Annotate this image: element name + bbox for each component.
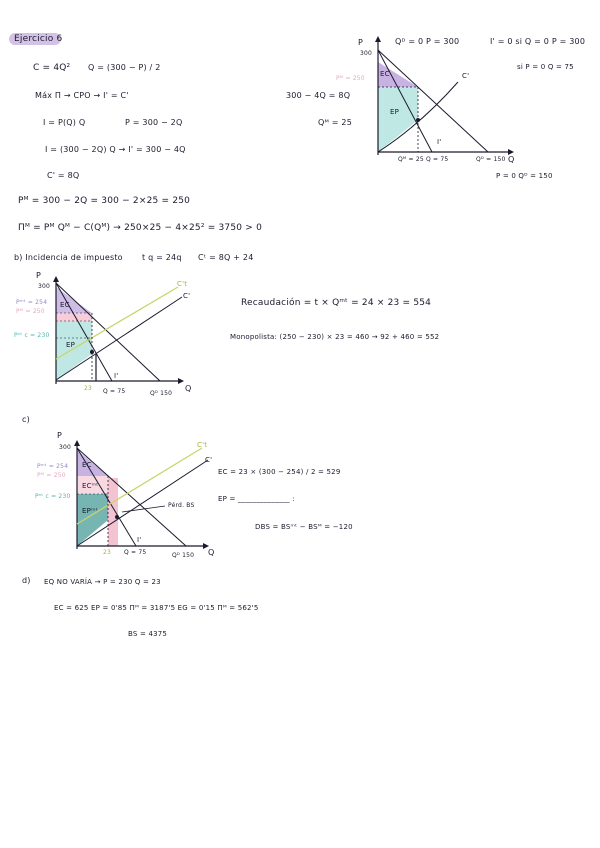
g2-q23: 23 bbox=[84, 385, 93, 392]
g1-q-axis: Q bbox=[508, 155, 515, 164]
g2-q-axis: Q bbox=[185, 384, 192, 393]
cost-function: C = 4Q² bbox=[33, 63, 71, 73]
g3-pm: Pᴹ = 250 bbox=[37, 472, 66, 479]
part-c-heading: c) bbox=[22, 415, 30, 424]
demand-function: Q = (300 − P) / 2 bbox=[88, 63, 161, 72]
exercise-title: Ejercicio 6 bbox=[14, 34, 63, 44]
g2-q75: Q = 75 bbox=[103, 388, 126, 395]
inverse-demand: P = 300 − 2Q bbox=[125, 118, 183, 127]
g3-ct: C't bbox=[197, 441, 208, 449]
g2-pm: Pᴹ = 250 bbox=[16, 308, 45, 315]
qm-result: Qᴹ = 25 bbox=[318, 118, 353, 127]
g3-q-axis: Q bbox=[208, 548, 215, 557]
g2-cprime: C' bbox=[183, 292, 191, 300]
g3-loss: Pérd. BS bbox=[168, 502, 195, 509]
g2-pmt: Pᵐᵗ = 254 bbox=[16, 299, 48, 306]
g3-q75: Q = 75 bbox=[124, 549, 147, 556]
g1-imr0: I' = 0 si Q = 0 P = 300 bbox=[490, 37, 586, 46]
g1-q75: Q = 75 bbox=[426, 156, 449, 163]
equilibrium-eq: 300 − 4Q = 8Q bbox=[286, 91, 351, 100]
part-b-revenue: Recaudación = t × Qᵐᵗ = 24 × 23 = 554 bbox=[241, 298, 432, 308]
part-c-dbs: DBS = BSᵐᵗ − BSᴹ = −120 bbox=[255, 523, 353, 531]
g3-cprime: C' bbox=[205, 456, 213, 464]
part-d-line1: EQ NO VARÍA → P = 230 Q = 23 bbox=[44, 578, 161, 586]
g3-p300: 300 bbox=[59, 444, 72, 451]
part-b-ct: Cᵗ = 8Q + 24 bbox=[198, 253, 254, 262]
g3-q23: 23 bbox=[103, 549, 112, 556]
g2-p-axis: P bbox=[36, 271, 42, 280]
g3-pmt: Pᵐᵗ = 254 bbox=[37, 463, 69, 470]
g3-pnt: Pⁿᵗ c = 230 bbox=[35, 493, 71, 500]
g2-ec: EC bbox=[60, 301, 70, 309]
pm-result: Pᴹ = 300 − 2Q = 300 − 2×25 = 250 bbox=[18, 196, 191, 206]
part-c-ec: EC = 23 × (300 − 254) / 2 = 529 bbox=[218, 468, 341, 476]
g3-qd150: Qᴰ 150 bbox=[172, 552, 195, 559]
g2-ep: EP bbox=[66, 341, 76, 349]
g2-qd150: Qᴰ 150 bbox=[150, 390, 173, 397]
max-condition: Máx Π → CPO → I' = C' bbox=[35, 91, 129, 100]
g2-p300: 300 bbox=[38, 283, 51, 290]
profit-result: Πᴹ = Pᴹ Qᴹ − C(Qᴹ) → 250×25 − 4×25² = 3750 > 0 bbox=[18, 223, 262, 233]
part-b-tax: t q = 24q bbox=[142, 253, 182, 262]
part-d-heading: d) bbox=[22, 576, 31, 585]
g1-qm: Qᴹ = 25 bbox=[398, 156, 424, 163]
ingreso-sub: I = (300 − 2Q) Q → I' = 300 − 4Q bbox=[45, 145, 186, 154]
g3-ecmt: ECᵐᵗ bbox=[82, 482, 99, 490]
g1-cprime: C' bbox=[462, 72, 470, 80]
part-d-line3: BS = 4375 bbox=[128, 630, 168, 638]
g2-pnt: Pⁿᵗ c = 230 bbox=[14, 332, 50, 339]
part-c-ep: EP = ______________ : bbox=[218, 495, 295, 503]
g1-p0: P = 0 Qᴰ = 150 bbox=[496, 172, 553, 180]
g2-ct: C't bbox=[177, 280, 188, 288]
g1-ec: EC bbox=[380, 70, 390, 78]
part-b-heading: b) Incidencia de impuesto bbox=[14, 253, 123, 262]
g3-iprime: I' bbox=[137, 536, 142, 544]
g1-p-axis: P bbox=[358, 38, 364, 47]
g2-iprime: I' bbox=[114, 372, 119, 380]
g1-ip0: si P = 0 Q = 75 bbox=[517, 63, 574, 71]
g1-iprime: I' bbox=[437, 138, 442, 146]
g3-epmt: EPᵐᵗ bbox=[82, 507, 98, 515]
g1-p300: 300 bbox=[360, 50, 373, 57]
g1-qd0: Qᴰ = 0 P = 300 bbox=[395, 37, 460, 46]
part-d-line2: EC = 625 EP = 0'85 Πᴹ = 3187'5 EG = 0'15 Πᴹ = 562'5 bbox=[54, 604, 259, 612]
ingreso-def: I = P(Q) Q bbox=[43, 118, 86, 127]
marginal-cost: C' = 8Q bbox=[47, 171, 80, 180]
g3-p-axis: P bbox=[57, 431, 63, 440]
g1-ep: EP bbox=[390, 108, 400, 116]
g1-pm-label: Pᴹ = 250 bbox=[336, 75, 365, 82]
g3-ec: EC bbox=[82, 461, 92, 469]
g1-qd150: Qᴰ = 150 bbox=[476, 156, 506, 163]
part-b-monop: Monopolista: (250 − 230) × 23 = 460 → 92 + 460 = 552 bbox=[230, 333, 440, 341]
